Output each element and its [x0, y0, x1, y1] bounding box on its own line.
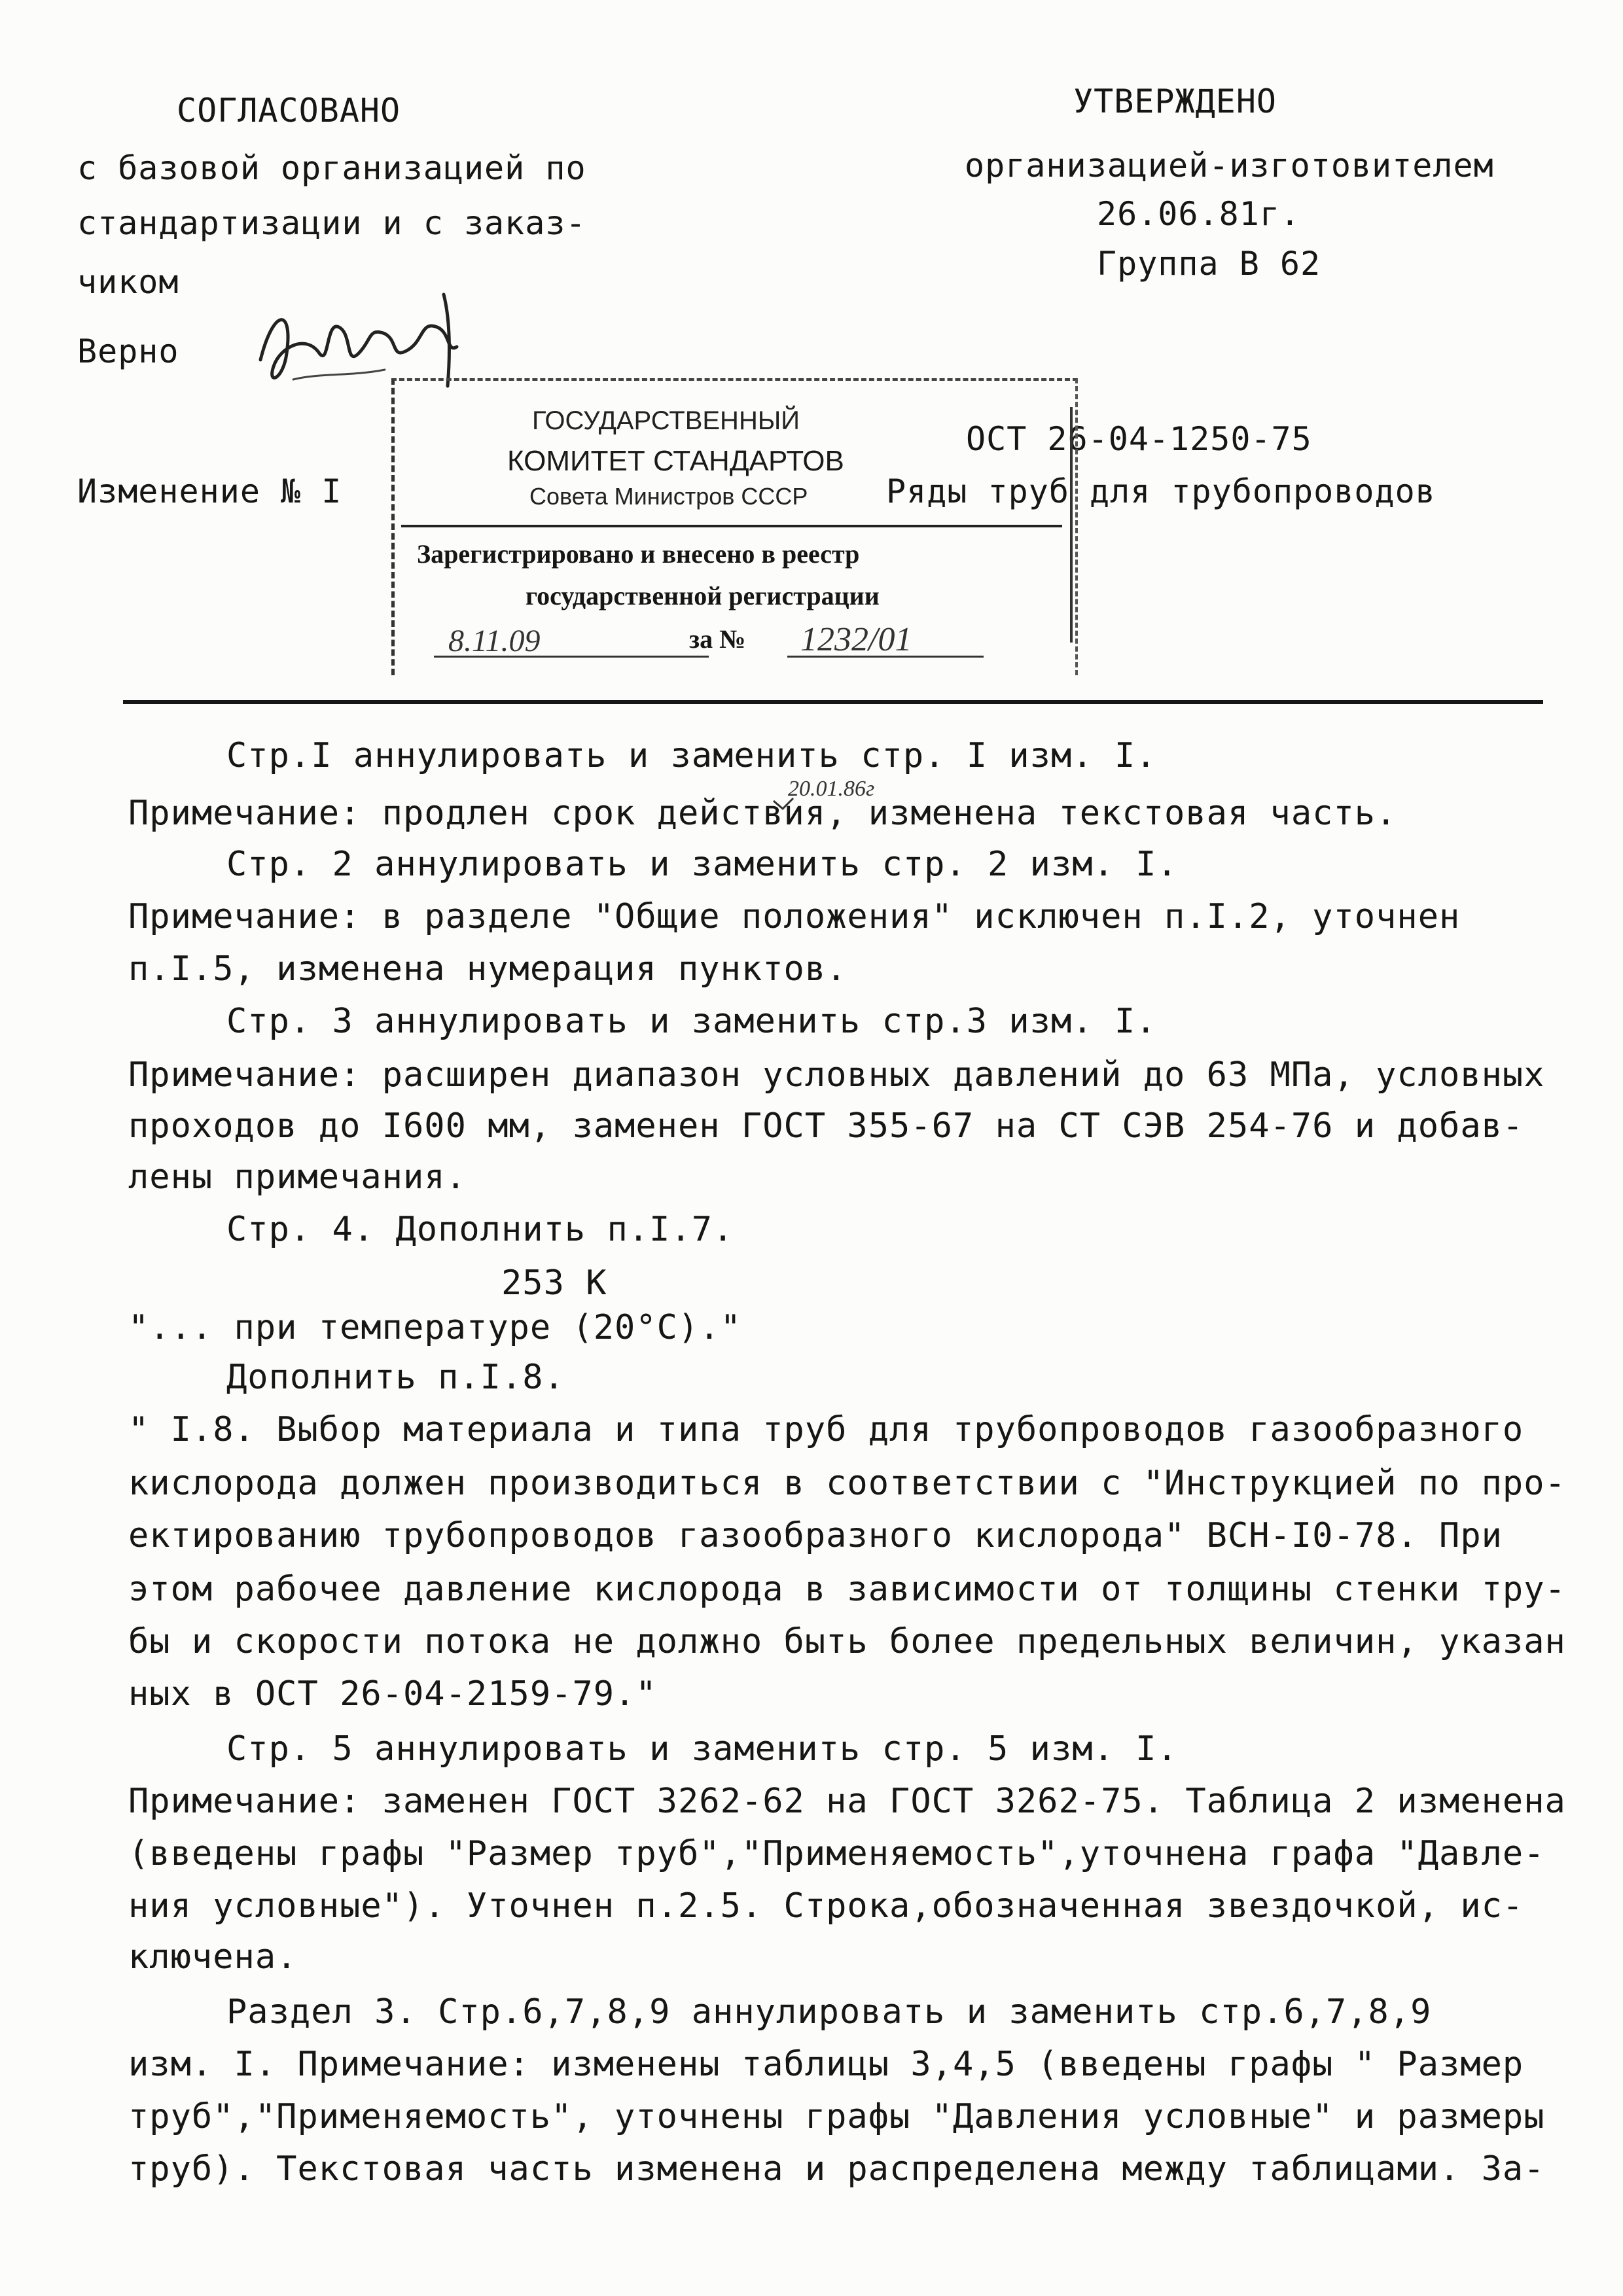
body-line-10: Стр. 4. Дополнить п.I.7.: [226, 1210, 734, 1249]
handwritten-date: 20.01.86г: [788, 777, 875, 801]
body-line-25: изм. I. Примечание: изменены таблицы 3,4,5 (введены графы " Размер: [128, 2045, 1524, 2084]
stamp-number-underline: [787, 656, 984, 658]
approval-title-left: СОГЛАСОВАНО: [177, 92, 401, 130]
stamp-date-underline: [434, 656, 709, 658]
stamp-registration-number: 1232/01: [800, 621, 912, 658]
body-line-27: труб). Текстовая часть изменена и распределена между таблицами. За-: [128, 2149, 1545, 2189]
body-line-8: проходов до I600 мм, заменен ГОСТ 355-67 на СТ СЭВ 254-76 и добав-: [128, 1106, 1524, 1146]
stamp-right-bar: [1070, 407, 1073, 643]
body-line-6: Стр. 3 аннулировать и заменить стр.3 изм. I.: [226, 1002, 1157, 1041]
approval-line-3: чиком: [77, 263, 179, 301]
body-line-4: Примечание: в разделе "Общие положения" исключен п.I.2, уточнен: [128, 897, 1461, 936]
body-line-15: ектированию трубопроводов газообразного кислорода" ВСН-I0-78. При: [128, 1516, 1503, 1555]
body-line-21: (введены графы "Размер труб","Применяемость",уточнена графа "Давле-: [128, 1834, 1545, 1873]
body-line-24: Раздел 3. Стр.6,7,8,9 аннулировать и заменить стр.6,7,8,9: [226, 1992, 1432, 2032]
registration-stamp: [391, 378, 1078, 675]
body-line-23: ключена.: [128, 1937, 298, 1977]
body-line-19: Стр. 5 аннулировать и заменить стр. 5 изм. I.: [226, 1729, 1178, 1769]
body-line-3: Стр. 2 аннулировать и заменить стр. 2 изм. I.: [226, 845, 1178, 884]
body-line-16: этом рабочее давление кислорода в зависимости от толщины стенки тру-: [128, 1570, 1566, 1609]
body-line-20: Примечание: заменен ГОСТ 3262-62 на ГОСТ 3262-75. Таблица 2 изменена: [128, 1782, 1566, 1821]
approved-date: 26.06.81г.: [1097, 195, 1301, 233]
stamp-line-1: ГОСУДАРСТВЕННЫЙ: [532, 406, 800, 435]
body-line-14: кислорода должен производиться в соответствии с "Инструкцией по про-: [128, 1464, 1566, 1503]
document-title: Ряды труб для трубопроводов: [886, 472, 1436, 510]
stamp-line-4: Зарегистрировано и внесено в реестр: [417, 539, 860, 569]
stamp-number-label: за №: [689, 624, 746, 654]
approval-line-1: с базовой организацией по: [77, 149, 586, 187]
body-line-13: " I.8. Выбор материала и типа труб для трубопроводов газообразного: [128, 1410, 1524, 1449]
stamp-line-5: государственной регистрации: [526, 581, 880, 610]
verno-label: Верно: [77, 332, 179, 370]
body-line-9: лены примечания.: [128, 1157, 467, 1197]
body-line-18: ных в ОСТ 26-04-2159-79.": [128, 1674, 657, 1714]
body-line-11: "... при температуре (20°С).": [128, 1308, 741, 1347]
stamp-separator: [401, 525, 1062, 527]
body-line-2: Примечание: продлен срок действия, изменена текстовая часть.: [128, 794, 1397, 833]
approved-title-right: УТВЕРЖДЕНО: [1073, 82, 1277, 120]
approval-line-2: стандартизации и с заказ-: [77, 204, 586, 242]
temperature-kelvin: 253 К: [501, 1263, 607, 1303]
body-line-22: ния условные"). Уточнен п.2.5. Строка,обозначенная звездочкой, ис-: [128, 1886, 1524, 1926]
stamp-line-2: КОМИТЕТ СТАНДАРТОВ: [507, 445, 844, 477]
header-divider: [123, 700, 1543, 704]
body-line-12: Дополнить п.I.8.: [226, 1358, 565, 1397]
stamp-line-3: Совета Министров СССР: [529, 483, 808, 510]
body-line-17: бы и скорости потока не должно быть более предельных величин, указан: [128, 1622, 1566, 1661]
body-line-7: Примечание: расширен диапазон условных давлений до 63 МПа, условных: [128, 1055, 1545, 1095]
approved-line-1: организацией-изготовителем: [965, 147, 1494, 185]
body-line-1: Стр.I аннулировать и заменить стр. I изм. I.: [226, 736, 1157, 775]
body-line-26: труб","Применяемость", уточнены графы "Давления условные" и размеры: [128, 2097, 1545, 2136]
stamp-date: 8.11.09: [448, 624, 541, 658]
approved-group: Группа В 62: [1097, 245, 1321, 283]
document-code: ОСТ 26-04-1250-75: [966, 420, 1312, 458]
body-line-5: п.I.5, изменена нумерация пунктов.: [128, 949, 847, 989]
change-number: Изменение № I: [77, 472, 342, 510]
